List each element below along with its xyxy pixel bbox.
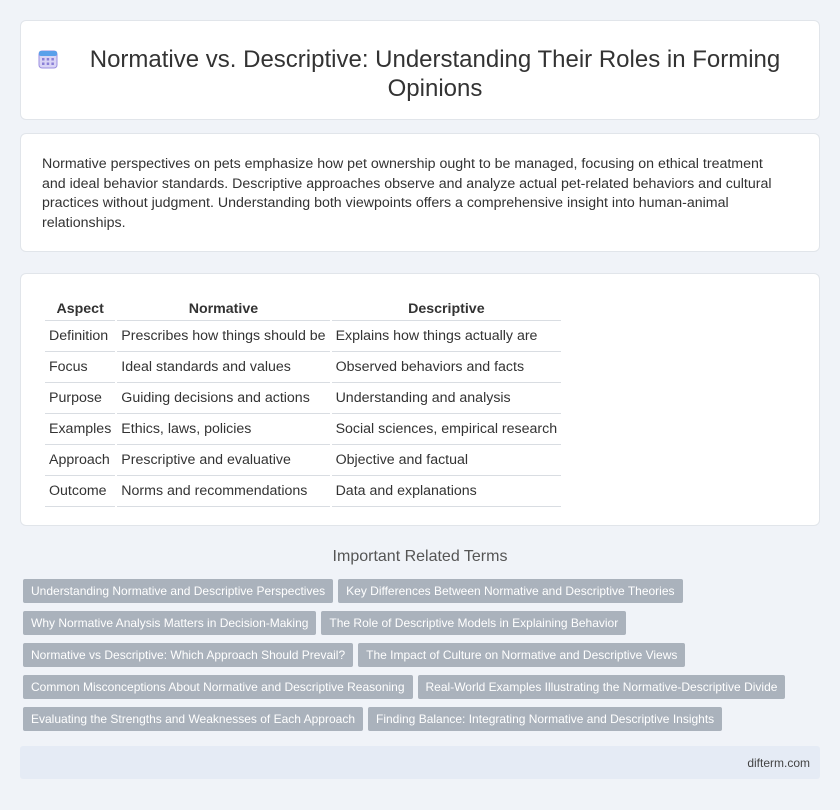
column-header-aspect: Aspect bbox=[45, 294, 115, 321]
table-cell: Ideal standards and values bbox=[117, 352, 329, 383]
related-term-link[interactable]: Normative vs Descriptive: Which Approach Should Prevail? bbox=[23, 643, 353, 667]
related-term-link[interactable]: Why Normative Analysis Matters in Decision-Making bbox=[23, 611, 316, 635]
table-cell: Prescribes how things should be bbox=[117, 321, 329, 352]
related-term-link[interactable]: Common Misconceptions About Normative and Descriptive Reasoning bbox=[23, 675, 413, 699]
column-header-normative: Normative bbox=[117, 294, 329, 321]
footer-bar bbox=[20, 746, 820, 779]
table-cell: Examples bbox=[45, 414, 115, 445]
table-row bbox=[45, 321, 561, 352]
table-cell: Social sciences, empirical research bbox=[332, 414, 562, 445]
related-terms-list bbox=[23, 579, 813, 739]
related-term-link[interactable]: Real-World Examples Illustrating the Normative-Descriptive Divide bbox=[418, 675, 786, 699]
related-term-link[interactable]: Understanding Normative and Descriptive Perspectives bbox=[23, 579, 333, 603]
table-row bbox=[45, 383, 561, 414]
table-cell: Definition bbox=[45, 321, 115, 352]
table-cell: Objective and factual bbox=[332, 445, 562, 476]
calendar-icon bbox=[38, 49, 58, 69]
table-row bbox=[45, 352, 561, 383]
intro-paragraph: Normative perspectives on pets emphasize how pet ownership ought to be managed, focusing on ethical treatment and ideal behavior standards. Descriptive approaches observe and analyze actual pet-related behaviors and cultural practices without judgment. Understanding both viewpoints offers a comprehensive insight into human-animal relationships. bbox=[42, 156, 772, 231]
table-cell: Outcome bbox=[45, 476, 115, 507]
related-terms-heading: Important Related Terms bbox=[332, 548, 508, 565]
related-term-link[interactable]: The Impact of Culture on Normative and Descriptive Views bbox=[358, 643, 685, 667]
tag-row bbox=[23, 643, 813, 675]
table-cell: Understanding and analysis bbox=[332, 383, 562, 414]
table-row bbox=[45, 445, 561, 476]
page-title: Normative vs. Descriptive: Understanding Their Roles in Forming Opinions bbox=[89, 46, 781, 102]
table-cell: Purpose bbox=[45, 383, 115, 414]
footer-site-link[interactable]: difterm.com bbox=[747, 756, 810, 770]
table-cell: Focus bbox=[45, 352, 115, 383]
related-term-link[interactable]: The Role of Descriptive Models in Explaining Behavior bbox=[321, 611, 626, 635]
table-cell: Norms and recommendations bbox=[117, 476, 329, 507]
intro-card bbox=[20, 133, 820, 252]
tag-row bbox=[23, 579, 813, 611]
column-header-descriptive: Descriptive bbox=[332, 294, 562, 321]
table-cell: Ethics, laws, policies bbox=[117, 414, 329, 445]
related-term-link[interactable]: Finding Balance: Integrating Normative and Descriptive Insights bbox=[368, 707, 722, 731]
table-cell: Observed behaviors and facts bbox=[332, 352, 562, 383]
table-cell: Explains how things actually are bbox=[332, 321, 562, 352]
related-term-link[interactable]: Evaluating the Strengths and Weaknesses of Each Approach bbox=[23, 707, 363, 731]
table-row bbox=[45, 414, 561, 445]
comparison-card bbox=[20, 273, 820, 526]
tag-row bbox=[23, 707, 813, 739]
related-term-link[interactable]: Key Differences Between Normative and Descriptive Theories bbox=[338, 579, 682, 603]
header-card bbox=[20, 20, 820, 120]
table-cell: Data and explanations bbox=[332, 476, 562, 507]
table-cell: Guiding decisions and actions bbox=[117, 383, 329, 414]
tag-row bbox=[23, 675, 813, 707]
table-cell: Prescriptive and evaluative bbox=[117, 445, 329, 476]
comparison-table bbox=[43, 294, 563, 507]
table-row bbox=[45, 476, 561, 507]
table-header-row bbox=[45, 294, 561, 321]
table-cell: Approach bbox=[45, 445, 115, 476]
tag-row bbox=[23, 611, 813, 643]
